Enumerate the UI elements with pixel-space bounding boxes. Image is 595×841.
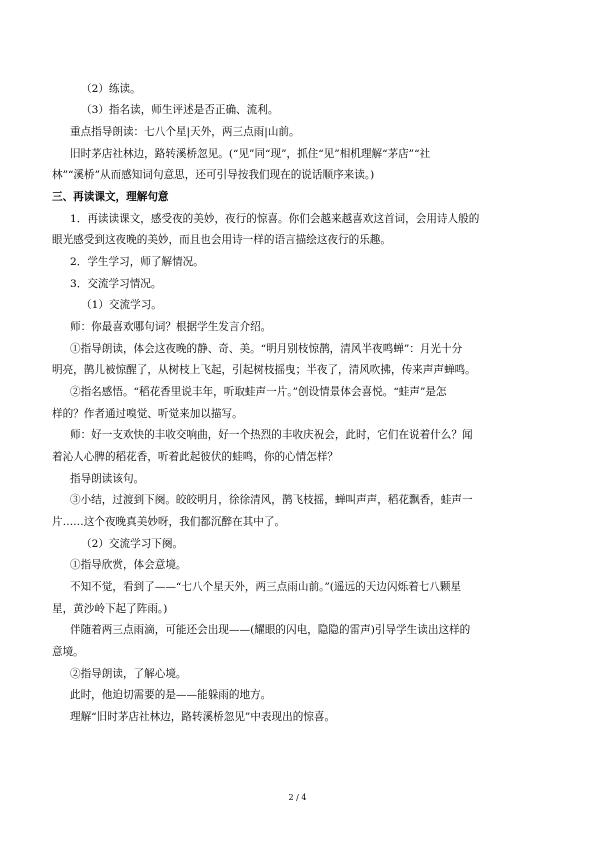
text-line: ②指导朗读，了解心境。 xyxy=(70,668,187,680)
text-line: （1）交流学习。 xyxy=(81,299,162,311)
page-number: 2 / 4 xyxy=(288,793,307,802)
text-line: 此时，他迫切需要的是——能躲雨的地方。 xyxy=(70,689,272,701)
text-line: 1．再读读课文，感受夜的美妙，夜行的惊喜。你们会越来越喜欢这首词，会用诗人般的 xyxy=(70,213,480,225)
text-line: 不知不觉，看到了——“七八个星天外，两三点雨山前。”(遥远的天边闪烁着七八颗星 xyxy=(70,581,462,593)
text-line: ①指导朗读，体会这夜晚的静、奇、美。“明月别枝惊鹊，清风半夜鸣蝉”：月光十分 xyxy=(70,343,463,355)
text-line: 师：好一支欢快的丰收交响曲，好一个热烈的丰收庆祝会，此时，它们在说着什么？闻 xyxy=(70,429,473,441)
text-line: 着沁人心脾的稻花香，听着此起彼伏的蛙鸣，你的心情怎样？ xyxy=(52,451,339,463)
text-line: ②指名感悟。“稻花香里说丰年，听取蛙声一片。”创设情景体会喜悦。“蛙声”是怎 xyxy=(70,386,447,398)
text-line: 片……这个夜晚真美妙呀，我们都沉醉在其中了。 xyxy=(52,516,286,528)
text-line: （3）指名读，师生评述是否正确、流利。 xyxy=(81,104,279,116)
text-line: 明亮，鹊儿被惊醒了，从树枝上飞起，引起树枝摇曳；半夜了，清风吹拂，传来声声蝉鸣。 xyxy=(52,364,476,376)
text-line: 伴随着两三点雨滴，可能还会出现——(耀眼的闪电，隐隐的雷声)引导学生读出这样的 xyxy=(70,624,471,636)
text-line: （2）交流学习下阕。 xyxy=(81,538,184,550)
text-line: 眼光感受到这夜晚的美妙，而且也会用诗一样的语言描绘这夜行的乐趣。 xyxy=(52,234,391,246)
text-line: 师：你最喜欢哪句词？根据学生发言介绍。 xyxy=(70,321,272,333)
text-line: 指导朗读该句。 xyxy=(70,473,145,485)
text-line: 重点指导朗读：七八个星|天外，两三点雨|山前。 xyxy=(70,126,300,138)
text-line: 3．交流学习情况。 xyxy=(70,278,162,290)
text-line: 旧时茅店社林边，路转溪桥忽见。(“见”同“现”，抓住“见”相机理解“茅店”“社 xyxy=(70,148,431,160)
text-line: 星，黄沙岭下起了阵雨。) xyxy=(52,603,168,615)
text-line: （2）练读。 xyxy=(81,83,141,95)
text-line: 意境。 xyxy=(52,646,84,658)
text-line: 样的？作者通过嗅觉、听觉来加以描写。 xyxy=(52,408,243,420)
text-line: ③小结，过渡到下阕。皎皎明月，徐徐清风，鹊飞枝摇，蝉叫声声，稻花飘香，蛙声一 xyxy=(70,494,473,506)
text-line: ①指导欣赏，体会意境。 xyxy=(70,559,187,571)
section-heading: 三、再读课文，理解句意 xyxy=(52,191,169,203)
text-line: 林”“溪桥”从而感知词句意思，还可引导按我们现在的说话顺序来读。) xyxy=(52,169,375,181)
text-line: 理解“旧时茅店社林边，路转溪桥忽见”中表现出的惊喜。 xyxy=(70,711,336,723)
text-line: 2．学生学习，师了解情况。 xyxy=(70,256,204,268)
